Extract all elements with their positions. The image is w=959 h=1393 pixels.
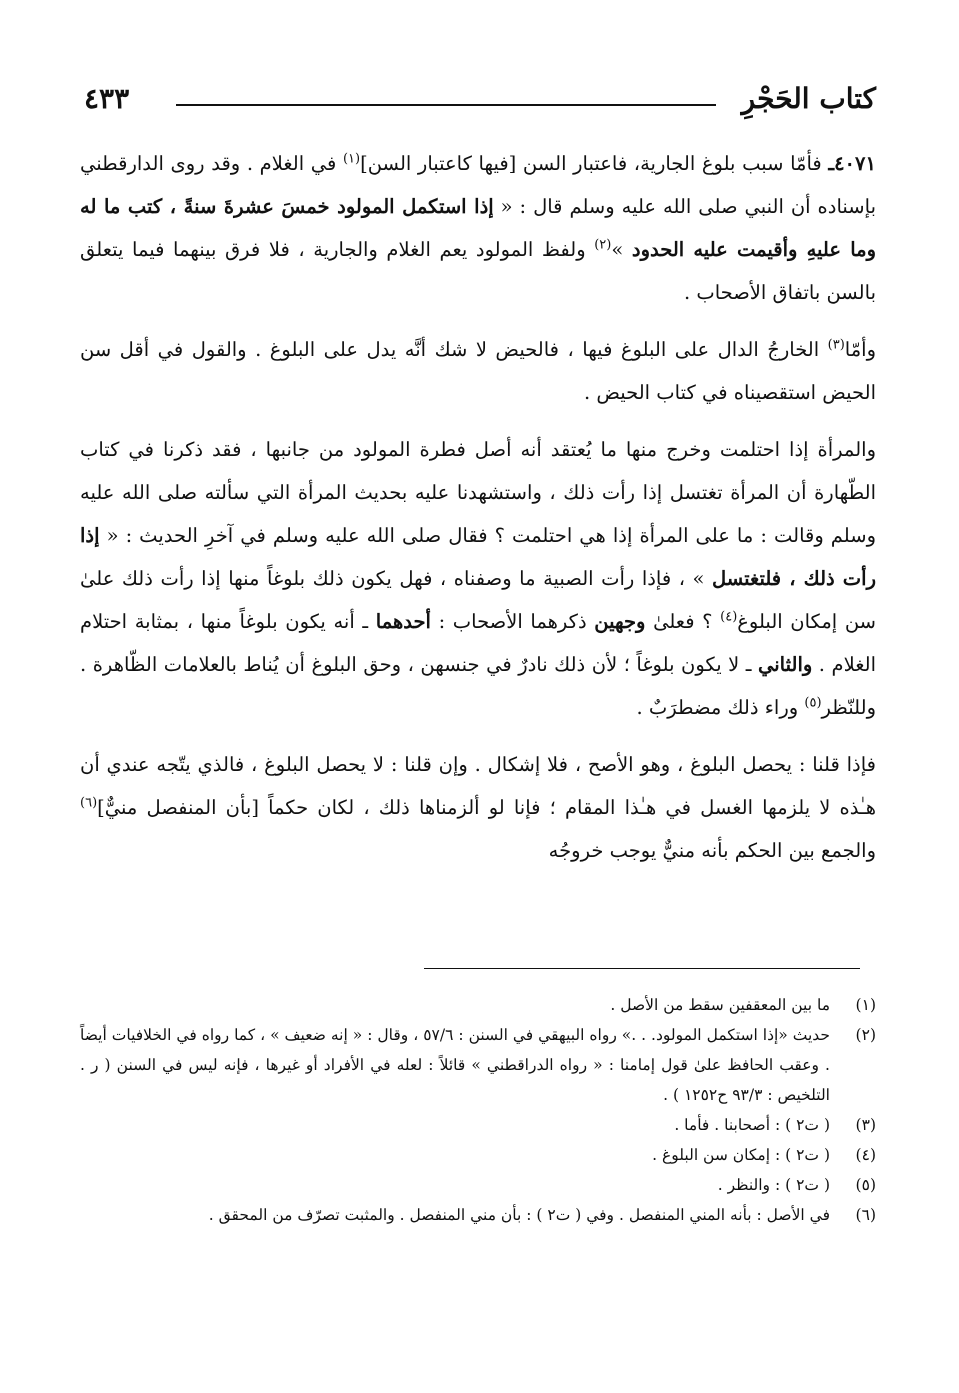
text-run: ولفظ المولود يعم الغلام والجارية ، فلا فرق بينهما فيما يتعلق بالسن باتفاق الأصحاب . xyxy=(80,238,876,304)
footnote-mark: (٤) xyxy=(855,1146,876,1164)
footnote-ref-1[interactable]: (١) xyxy=(342,151,361,167)
text-run: وأمّا xyxy=(844,338,876,361)
footnote-text: ( ت٢ ) : إمكان سن البلوغ . xyxy=(652,1146,830,1164)
page-number: ٤٣٣ xyxy=(84,82,130,115)
paragraph-ihtilam xyxy=(80,428,876,729)
footnote-mark: (٦) xyxy=(855,1206,876,1224)
footnote-text: ما بين المعقفين سقط من الأصل . xyxy=(610,996,830,1014)
footnote-ref-2[interactable]: (٢) xyxy=(594,237,612,253)
footnote-ref-4[interactable]: (٤) xyxy=(720,609,738,625)
footnote-mark: (١) xyxy=(855,996,876,1014)
bold-term: والثاني xyxy=(758,653,813,676)
text-run: الخارجُ الدال على البلوغ فيها ، فالحيض لا شك أنَّه يدل على البلوغ . والقول في أقل سن الحيض استقصيناه في كتاب الحيض . xyxy=(80,338,876,404)
text-run: ؟ فعلىٰ xyxy=(645,610,721,633)
main-text xyxy=(80,142,876,886)
footnote-ref-6[interactable]: (٦) xyxy=(80,795,98,811)
page-header xyxy=(84,82,876,126)
footnote-mark: (٣) xyxy=(855,1116,876,1134)
footnote-item xyxy=(80,1170,876,1200)
footnote-item xyxy=(80,1140,876,1170)
text-run: وراء ذلك مضطرَبٌ . xyxy=(636,696,805,719)
footnote-ref-5[interactable]: (٥) xyxy=(804,695,822,711)
book-title: كتاب الحَجْرِ xyxy=(741,82,876,115)
text-run: والمرأة إذا احتلمت وخرج منها ما يُعتقد أنه أصل فطرة المولود من جانبها ، فقد ذكرنا في كتاب الطّهارة أن المرأة تغتسل إذا رأت ذلك ، واستشهدنا عليه بحديث المرأة التي سألته صلى الله عليه وسلم وقالت : ما على المرأة إذا هي احتلمت ؟ فقال صلى الله عليه وسلم في آخرِ الحديث : « xyxy=(80,438,876,547)
hadith-quote: إذا رأت ذلك ، فلتغتسل xyxy=(80,524,876,590)
footnote-item xyxy=(80,1110,876,1140)
text-run: فإذا قلنا : يحصل البلوغ ، وهو الأصح ، فلا إشكال . وإن قلنا : لا يحصل البلوغ ، فالذي يتّجه عندي أن هـٰذه لا يلزمها الغسل في هـٰذا المقام ؛ فإنا لو ألزمناها ذلك ، لكان حكماً [بأن المنفصل منيٌّ] xyxy=(80,753,876,819)
hadith-quote: إذا استكمل المولود خمسَ عشرةَ سنةً ، كتب ما له وما عليهِ وأقيمت عليه الحدود xyxy=(80,195,877,261)
bold-term: وجهين xyxy=(594,610,646,633)
footnote-item xyxy=(80,990,876,1020)
footnote-text: ( ت٢ ) : أصحابنا . فأما . xyxy=(674,1116,830,1134)
section-number: ٤٠٧١ـ xyxy=(828,152,876,175)
text-run: ـ لا يكون بلوغاً ؛ لأن ذلك نادرٌ في جنسهن ، وحق البلوغ أن يُناط بالعلامات الظّاهرة . وللنّظر xyxy=(80,653,876,719)
footnote-item xyxy=(80,1200,876,1230)
footnote-mark: (٢) xyxy=(855,1026,876,1044)
footnote-mark: (٥) xyxy=(855,1176,876,1194)
text-run: ـ أنه يكون بلوغاً منها ، بمثابة احتلام الغلام . xyxy=(80,610,876,676)
bold-term: أحدهما xyxy=(375,610,431,633)
paragraph-ruling xyxy=(80,743,876,872)
footnote-item xyxy=(80,1020,876,1110)
text-run: » ، فإذا رأت الصبية ما وصفناه ، فهل يكون ذلك بلوغاً منها إذا رأت ذلك علىٰ سن إمكان البلوغ xyxy=(80,567,877,633)
footnote-text: في الأصل : بأنه المني المنفصل . وفي ( ت٢ ) : بأن مني المنفصل . والمثبت تصرّف من المحقق . xyxy=(208,1206,830,1224)
text-run: » xyxy=(611,238,632,261)
paragraph-4071 xyxy=(80,142,876,314)
footnote-separator xyxy=(424,968,860,969)
footnote-text: ( ت٢ ) : والنظر . xyxy=(717,1176,830,1194)
paragraph-menstruation xyxy=(80,328,876,414)
text-run: والجمع بين الحكم بأنه منيٌّ يوجب خروجُه xyxy=(548,839,876,862)
text-run: فأمّا سبب بلوغ الجارية، فاعتبار السن [فيها كاعتبار السن] xyxy=(360,152,822,175)
text-run: ذكرهما الأصحاب : xyxy=(430,610,595,633)
footnote-text: حديث «إذا استكمل المولود. . .» رواه البيهقي في السنن : ٥٧/٦ ، وقال : « إنه ضعيف » ، كما رواه في الخلافيات أيضاً . وعقب الحافظ علىٰ قول إمامنا : « رواه الدراقطني » قائلاً : لعله في الأفراد أو غيرها ، فإنه ليس في السنن ( ر . التلخيص : ٩٣/٣ ح١٢٥٢ ) . xyxy=(80,1026,830,1104)
footnotes xyxy=(80,990,876,1230)
footnote-ref-3[interactable]: (٣) xyxy=(827,337,845,353)
header-rule xyxy=(176,104,716,106)
text-run: في الغلام . وقد روى الدارقطني بإسناده أن النبي صلى الله عليه وسلم قال : « xyxy=(80,152,876,218)
